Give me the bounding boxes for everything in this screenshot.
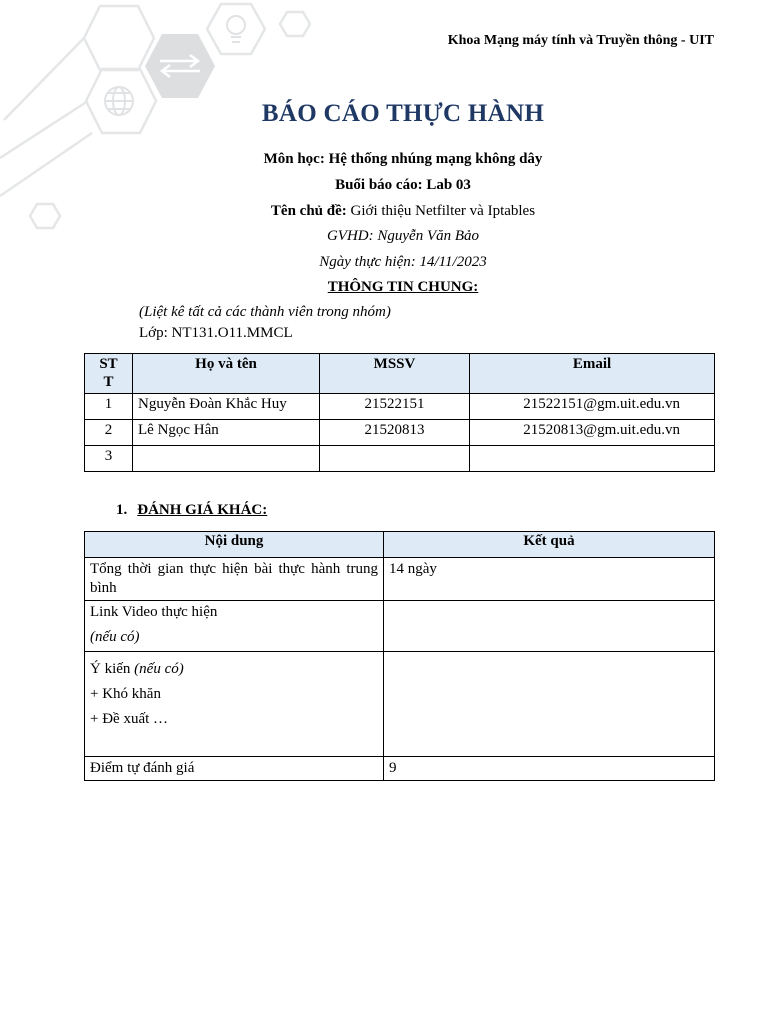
- cell-student-id: 21520813: [320, 420, 470, 446]
- opinion-sub: (nếu có): [134, 661, 184, 677]
- topic-label: Tên chủ đề:: [270, 203, 347, 219]
- cell-student-id: 21522151: [320, 394, 470, 420]
- members-table: [84, 353, 715, 472]
- video-label: Link Video thực hiện: [90, 604, 218, 620]
- cell-name: [133, 446, 320, 472]
- cell-student-id: [320, 446, 470, 472]
- report-title: BÁO CÁO THỰC HÀNH: [261, 100, 545, 127]
- table-row: [85, 652, 715, 757]
- cell-video-value: [384, 601, 715, 652]
- evaluation-heading-text: ĐÁNH GIÁ KHÁC:: [137, 502, 268, 518]
- opinion-suggestion: + Đề xuất …: [90, 711, 169, 727]
- header-stt: ST T: [85, 354, 133, 394]
- cell-stt: 2: [85, 420, 133, 446]
- cell-time-label: Tổng thời gian thực hiện bài thực hành trung bình: [85, 558, 384, 601]
- table-row: [85, 601, 715, 652]
- cell-stt: 3: [85, 446, 133, 472]
- cell-score-value: 9: [384, 757, 715, 781]
- course-line: [0, 151, 768, 168]
- department-header: Khoa Mạng máy tính và Truyền thông - UIT: [447, 33, 714, 48]
- members-note: (Liệt kê tất cả các thành viên trong nhóm): [139, 304, 391, 320]
- session-label: Buổi báo cáo:: [335, 177, 423, 193]
- evaluation-heading: [116, 502, 267, 519]
- class-line: Lớp: NT131.O11.MMCL: [139, 325, 293, 341]
- evaluation-table: [84, 531, 715, 781]
- topic-value: Giới thiệu Netfilter và Iptables: [350, 203, 536, 219]
- opinion-label-line: [90, 660, 378, 679]
- course-label: Môn học:: [263, 151, 325, 167]
- lightbulb-icon: [227, 16, 245, 42]
- table-row: [85, 558, 715, 601]
- cell-opinion-value: [384, 652, 715, 757]
- members-header-row: [85, 354, 715, 394]
- cell-name: Lê Ngọc Hân: [133, 420, 320, 446]
- cell-name: Nguyễn Đoàn Khắc Huy: [133, 394, 320, 420]
- cell-opinion-label: [85, 652, 384, 757]
- cell-time-value: 14 ngày: [384, 558, 715, 601]
- header-student-id: MSSV: [320, 354, 470, 394]
- table-row: [85, 394, 715, 420]
- header-name: Họ và tên: [133, 354, 320, 394]
- header-content: Nội dung: [85, 532, 384, 558]
- session-line: [0, 177, 768, 194]
- general-info-heading: THÔNG TIN CHUNG:: [327, 279, 479, 295]
- topic-line: [0, 203, 768, 220]
- cell-score-label: Điểm tự đánh giá: [85, 757, 384, 781]
- table-row: [85, 757, 715, 781]
- video-sub: (nếu có): [90, 629, 140, 645]
- instructor-line: GVHD: Nguyễn Văn Bảo: [326, 228, 480, 244]
- opinion-label: Ý kiến: [90, 661, 131, 677]
- header-result: Kết quả: [384, 532, 715, 558]
- cell-video-label: [85, 601, 384, 652]
- evaluation-number: 1.: [116, 502, 128, 518]
- table-row: [85, 446, 715, 472]
- session-value: Lab 03: [426, 177, 471, 193]
- table-row: [85, 420, 715, 446]
- cell-email: 21520813@gm.uit.edu.vn: [470, 420, 715, 446]
- opinion-difficulty: + Khó khăn: [90, 686, 161, 702]
- evaluation-header-row: [85, 532, 715, 558]
- cell-stt: 1: [85, 394, 133, 420]
- date-line: Ngày thực hiện: 14/11/2023: [319, 254, 487, 270]
- header-email: Email: [470, 354, 715, 394]
- cell-email: 21522151@gm.uit.edu.vn: [470, 394, 715, 420]
- cell-email: [470, 446, 715, 472]
- course-value: Hệ thống nhúng mạng không dây: [328, 151, 543, 167]
